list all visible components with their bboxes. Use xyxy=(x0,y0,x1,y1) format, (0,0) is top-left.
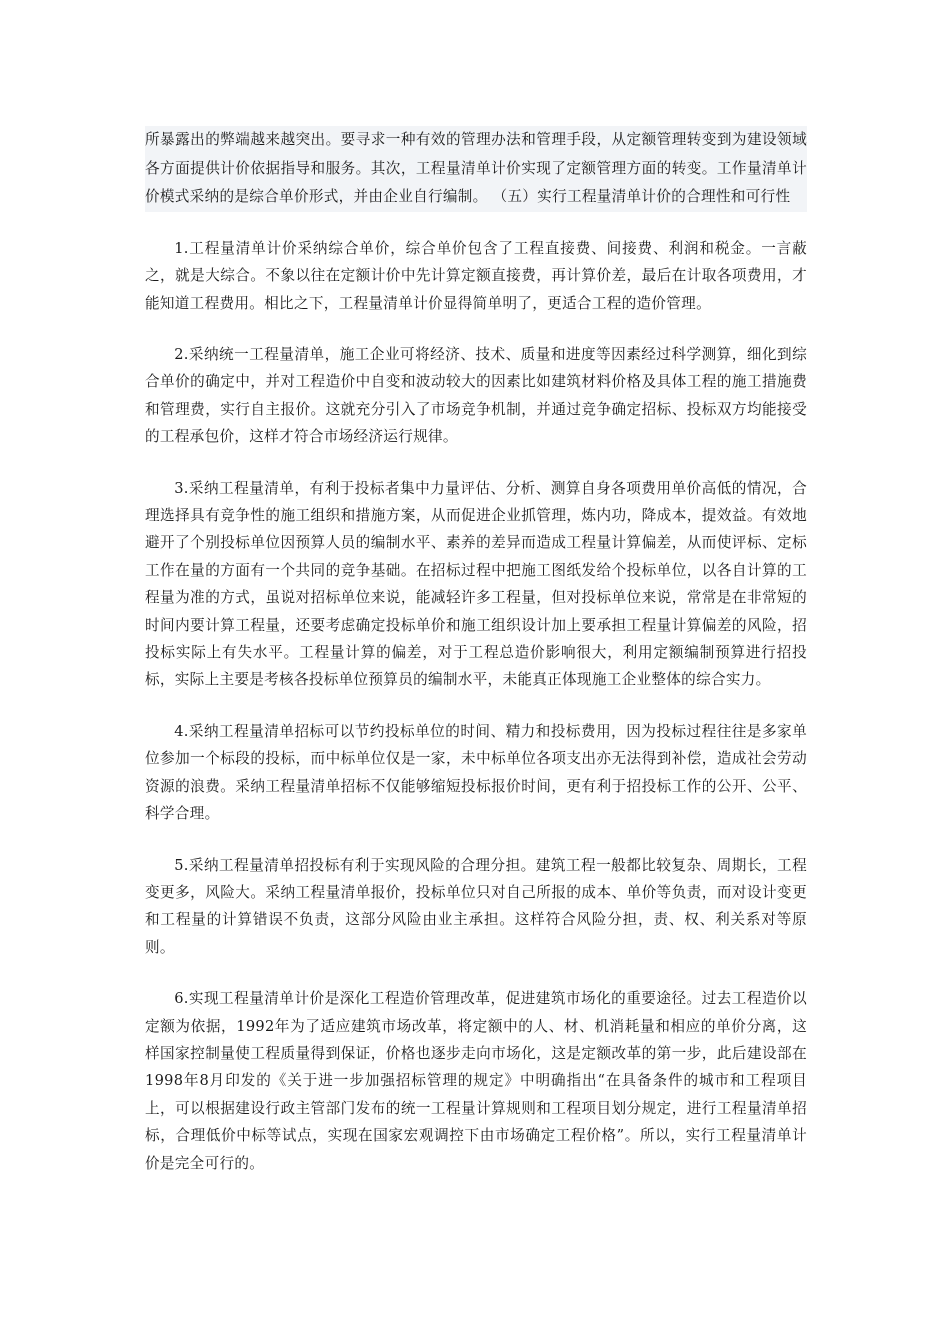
paragraph-2: 2.采纳统一工程量清单，施工企业可将经济、技术、质量和进度等因素经过科学测算，细化到综合单价的确定中，并对工程造价中自变和波动较大的因素比如建筑材料价格及具体工程的施工措施费和管理费，实行自主报价。这就充分引入了市场竞争机制，并通过竞争确定招标、投标双方均能接受的工程承包价，这样才符合市场经济运行规律。 xyxy=(145,346,807,446)
paragraph-1: 1.工程量清单计价采纳综合单价，综合单价包含了工程直接费、间接费、利润和税金。一言蔽之，就是大综合。不象以往在定额计价中先计算定额直接费，再计算价差，最后在计取各项费用，才能知道工程费用。相比之下，工程量清单计价显得简单明了，更适合工程的造价管理。 xyxy=(145,239,807,312)
paragraph-5: 5.采纳工程量清单招投标有利于实现风险的合理分担。建筑工程一般都比较复杂、周期长，工程变更多，风险大。采纳工程量清单报价，投标单位只对自己所报的成本、单价等负责，而对设计变更和工程量的计算错误不负责，这部分风险由业主承担。这样符合风险分担，责、权、利关系对等原则。 xyxy=(145,856,807,956)
paragraph-3: 3.采纳工程量清单，有利于投标者集中力量评估、分析、测算自身各项费用单价高低的情况，合理选择具有竞争性的施工组织和措施方案，从而促进企业抓管理，炼内功，降成本，提效益。有效地避开了个别投标单位因预算人员的编制水平、素养的差异而造成工程量计算偏差，从而使评标、定标工作在量的方面有一个共同的竞争基础。在招标过程中把施工图纸发给个投标单位，以各自计算的工程量为准的方式，虽说对招标单位来说，能减轻许多工程量，但对投标单位来说，常常是在非常短的时间内要计算工程量，还要考虑确定投标单价和施工组织设计加上要承担工程量计算偏差的风险，招投标实际上有失水平。工程量计算的偏差，对于工程总造价影响很大，利用定额编制预算进行招投标，实际上主要是考核各投标单位预算员的编制水平，未能真正体现施工企业整体的综合实力。 xyxy=(145,479,807,689)
intro-paragraph: 所暴露出的弊端越来越突出。要寻求一种有效的管理办法和管理手段，从定额管理转变到为建设领域各方面提供计价依据指导和服务。其次，工程量清单计价实现了定额管理方面的转变。工作量清单计价模式采纳的是综合单价形式，并由企业自行编制。 （五）实行工程量清单计价的合理性和可行性 xyxy=(145,126,807,212)
paragraph-4: 4.采纳工程量清单招标可以节约投标单位的时间、精力和投标费用，因为投标过程往往是多家单位参加一个标段的投标，而中标单位仅是一家，未中标单位各项支出亦无法得到补偿，造成社会劳动资源的浪费。采纳工程量清单招标不仅能够缩短投标报价时间，更有利于招投标工作的公开、公平、科学合理。 xyxy=(145,722,807,823)
paragraph-6: 6.实现工程量清单计价是深化工程造价管理改革，促进建筑市场化的重要途径。过去工程造价以定额为依据，1992年为了适应建筑市场改革，将定额中的人、材、机消耗量和相应的单价分离，这样国家控制量使工程质量得到保证，价格也逐步走向市场化，这是定额改革的第一步，此后建设部在1998年8月印发的《关于进一步加强招标管理的规定》中明确指出“在具备条件的城市和工程项目上，可以根据建设行政主管部门发布的统一工程量计算规则和工程项目划分规定，进行工程量清单招标，合理低价中标等试点，实现在国家宏观调控下由市场确定工程价格”。所以，实行工程量清单计价是完全可行的。 xyxy=(145,990,807,1172)
document-page xyxy=(145,126,807,1177)
